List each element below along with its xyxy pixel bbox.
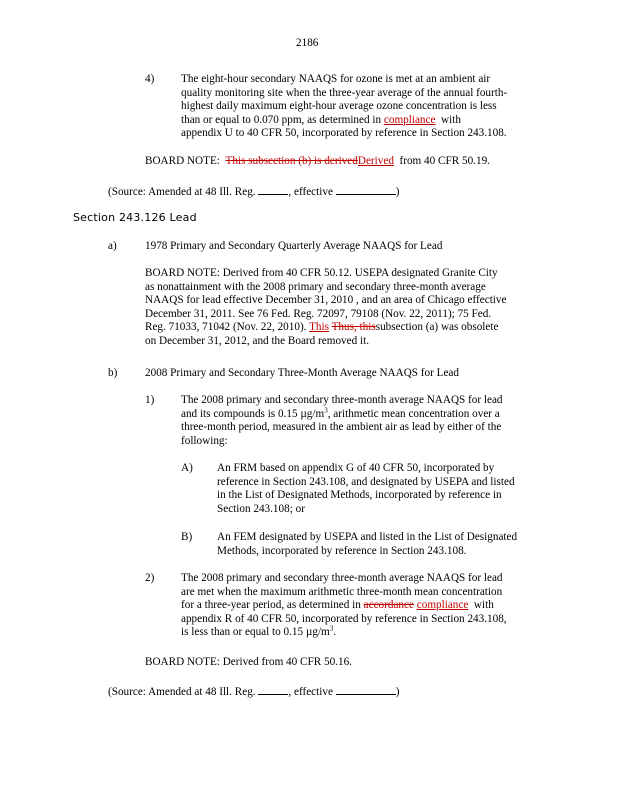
item-line: The 2008 primary and secondary three-month average NAAQS for lead <box>181 394 503 406</box>
item-line: for a three-year period, as determined in accordance compliance with <box>181 599 494 612</box>
item-4-line: highest daily maximum eight-hour average ozone concentration is less <box>181 100 497 113</box>
source-note-1: (Source: Amended at 48 Ill. Reg. , effective ) <box>108 186 400 198</box>
note-line: Reg. 71033, 71042 (Nov. 22, 2010). This Thus, thissubsection (a) was obsolete <box>145 321 499 334</box>
item-line: is less than or equal to 0.15 $\mu g/m^3$. <box>181 624 337 639</box>
item-line: following: <box>181 434 228 447</box>
item-line: Methods, incorporated by reference in Section 243.108. <box>217 544 467 557</box>
note-line: December 31, 2011. See 76 Fed. Reg. 72097, 79108 (Nov. 22, 2011); 75 Fed. <box>145 307 492 320</box>
note-line: NAAQS for lead effective December 31, 2010 , and an area of Chicago effective <box>145 294 507 307</box>
board-note-2: BOARD NOTE: Derived from 40 CFR 50.16. <box>145 656 352 668</box>
board-note-1: BOARD NOTE: This subsection (b) is derivedDerived from 40 CFR 50.19. <box>145 155 490 167</box>
deleted-text: This subsection (b) is derived <box>225 155 358 167</box>
item-A-text <box>217 462 557 516</box>
subsection-b-title: 2008 Primary and Secondary Three-Month Average NAAQS for Lead <box>145 367 459 379</box>
section-heading: Section 243.126 Lead <box>73 211 197 224</box>
item-4-line: The eight-hour secondary NAAQS for ozone is met at an ambient air <box>181 73 491 85</box>
item-B-label: B) <box>181 531 193 543</box>
item-line: are met when the maximum arithmetic three-month mean concentration <box>181 585 503 598</box>
item-4-line: than or equal to 0.070 ppm, as determined in compliance with <box>181 113 461 126</box>
subsection-a-title: 1978 Primary and Secondary Quarterly Average NAAQS for Lead <box>145 240 443 252</box>
item-line: three-month period, measured in the ambient air as lead by either of the <box>181 421 502 434</box>
inserted-text: compliance <box>416 599 469 612</box>
subsection-b-label: b) <box>108 367 118 379</box>
item-b2-text <box>181 572 561 640</box>
inserted-text: compliance <box>383 113 436 126</box>
page-number: 2186 <box>296 37 319 49</box>
note-line: on December 31, 2012, and the Board removed it. <box>145 334 369 347</box>
item-A-label: A) <box>181 462 193 474</box>
item-b2-number: 2) <box>145 572 155 584</box>
item-4-text <box>181 73 561 141</box>
inserted-text: Derived <box>357 155 394 167</box>
deleted-text: accordance <box>363 599 414 612</box>
item-line: in the List of Designated Methods, incorporated by reference in <box>217 489 502 502</box>
item-b1-text <box>181 394 561 448</box>
item-line: The 2008 primary and secondary three-month average NAAQS for lead <box>181 572 503 584</box>
inserted-text: This <box>309 321 329 334</box>
deleted-text: Thus, this <box>331 321 376 334</box>
item-line: appendix R of 40 CFR 50, incorporated by reference in Section 243.108, <box>181 612 507 625</box>
note-line: as nonattainment with the 2008 primary and secondary three-month average <box>145 280 486 293</box>
item-B-text <box>217 531 557 558</box>
item-line: An FEM designated by USEPA and listed in the List of Designated <box>217 531 518 543</box>
item-b1-number: 1) <box>145 394 155 406</box>
item-line: reference in Section 243.108, and designated by USEPA and listed <box>217 475 515 488</box>
note-line: BOARD NOTE: Derived from 40 CFR 50.12. USEPA designated Granite City <box>145 267 498 279</box>
item-4-number: 4) <box>145 73 155 85</box>
item-line: An FRM based on appendix G of 40 CFR 50, incorporated by <box>217 462 495 474</box>
source-note-2: (Source: Amended at 48 Ill. Reg. , effective ) <box>108 686 400 698</box>
subsection-a-note <box>145 267 545 349</box>
item-4-line: quality monitoring site when the three-year average of the annual fourth- <box>181 86 508 99</box>
subsection-a-label: a) <box>108 240 117 252</box>
item-line: and its compounds is 0.15 $\mu g/m^3$, arithmetic mean concentration over a <box>181 405 500 420</box>
item-4-line: appendix U to 40 CFR 50, incorporated by reference in Section 243.108. <box>181 127 507 140</box>
item-line: Section 243.108; or <box>217 502 305 515</box>
